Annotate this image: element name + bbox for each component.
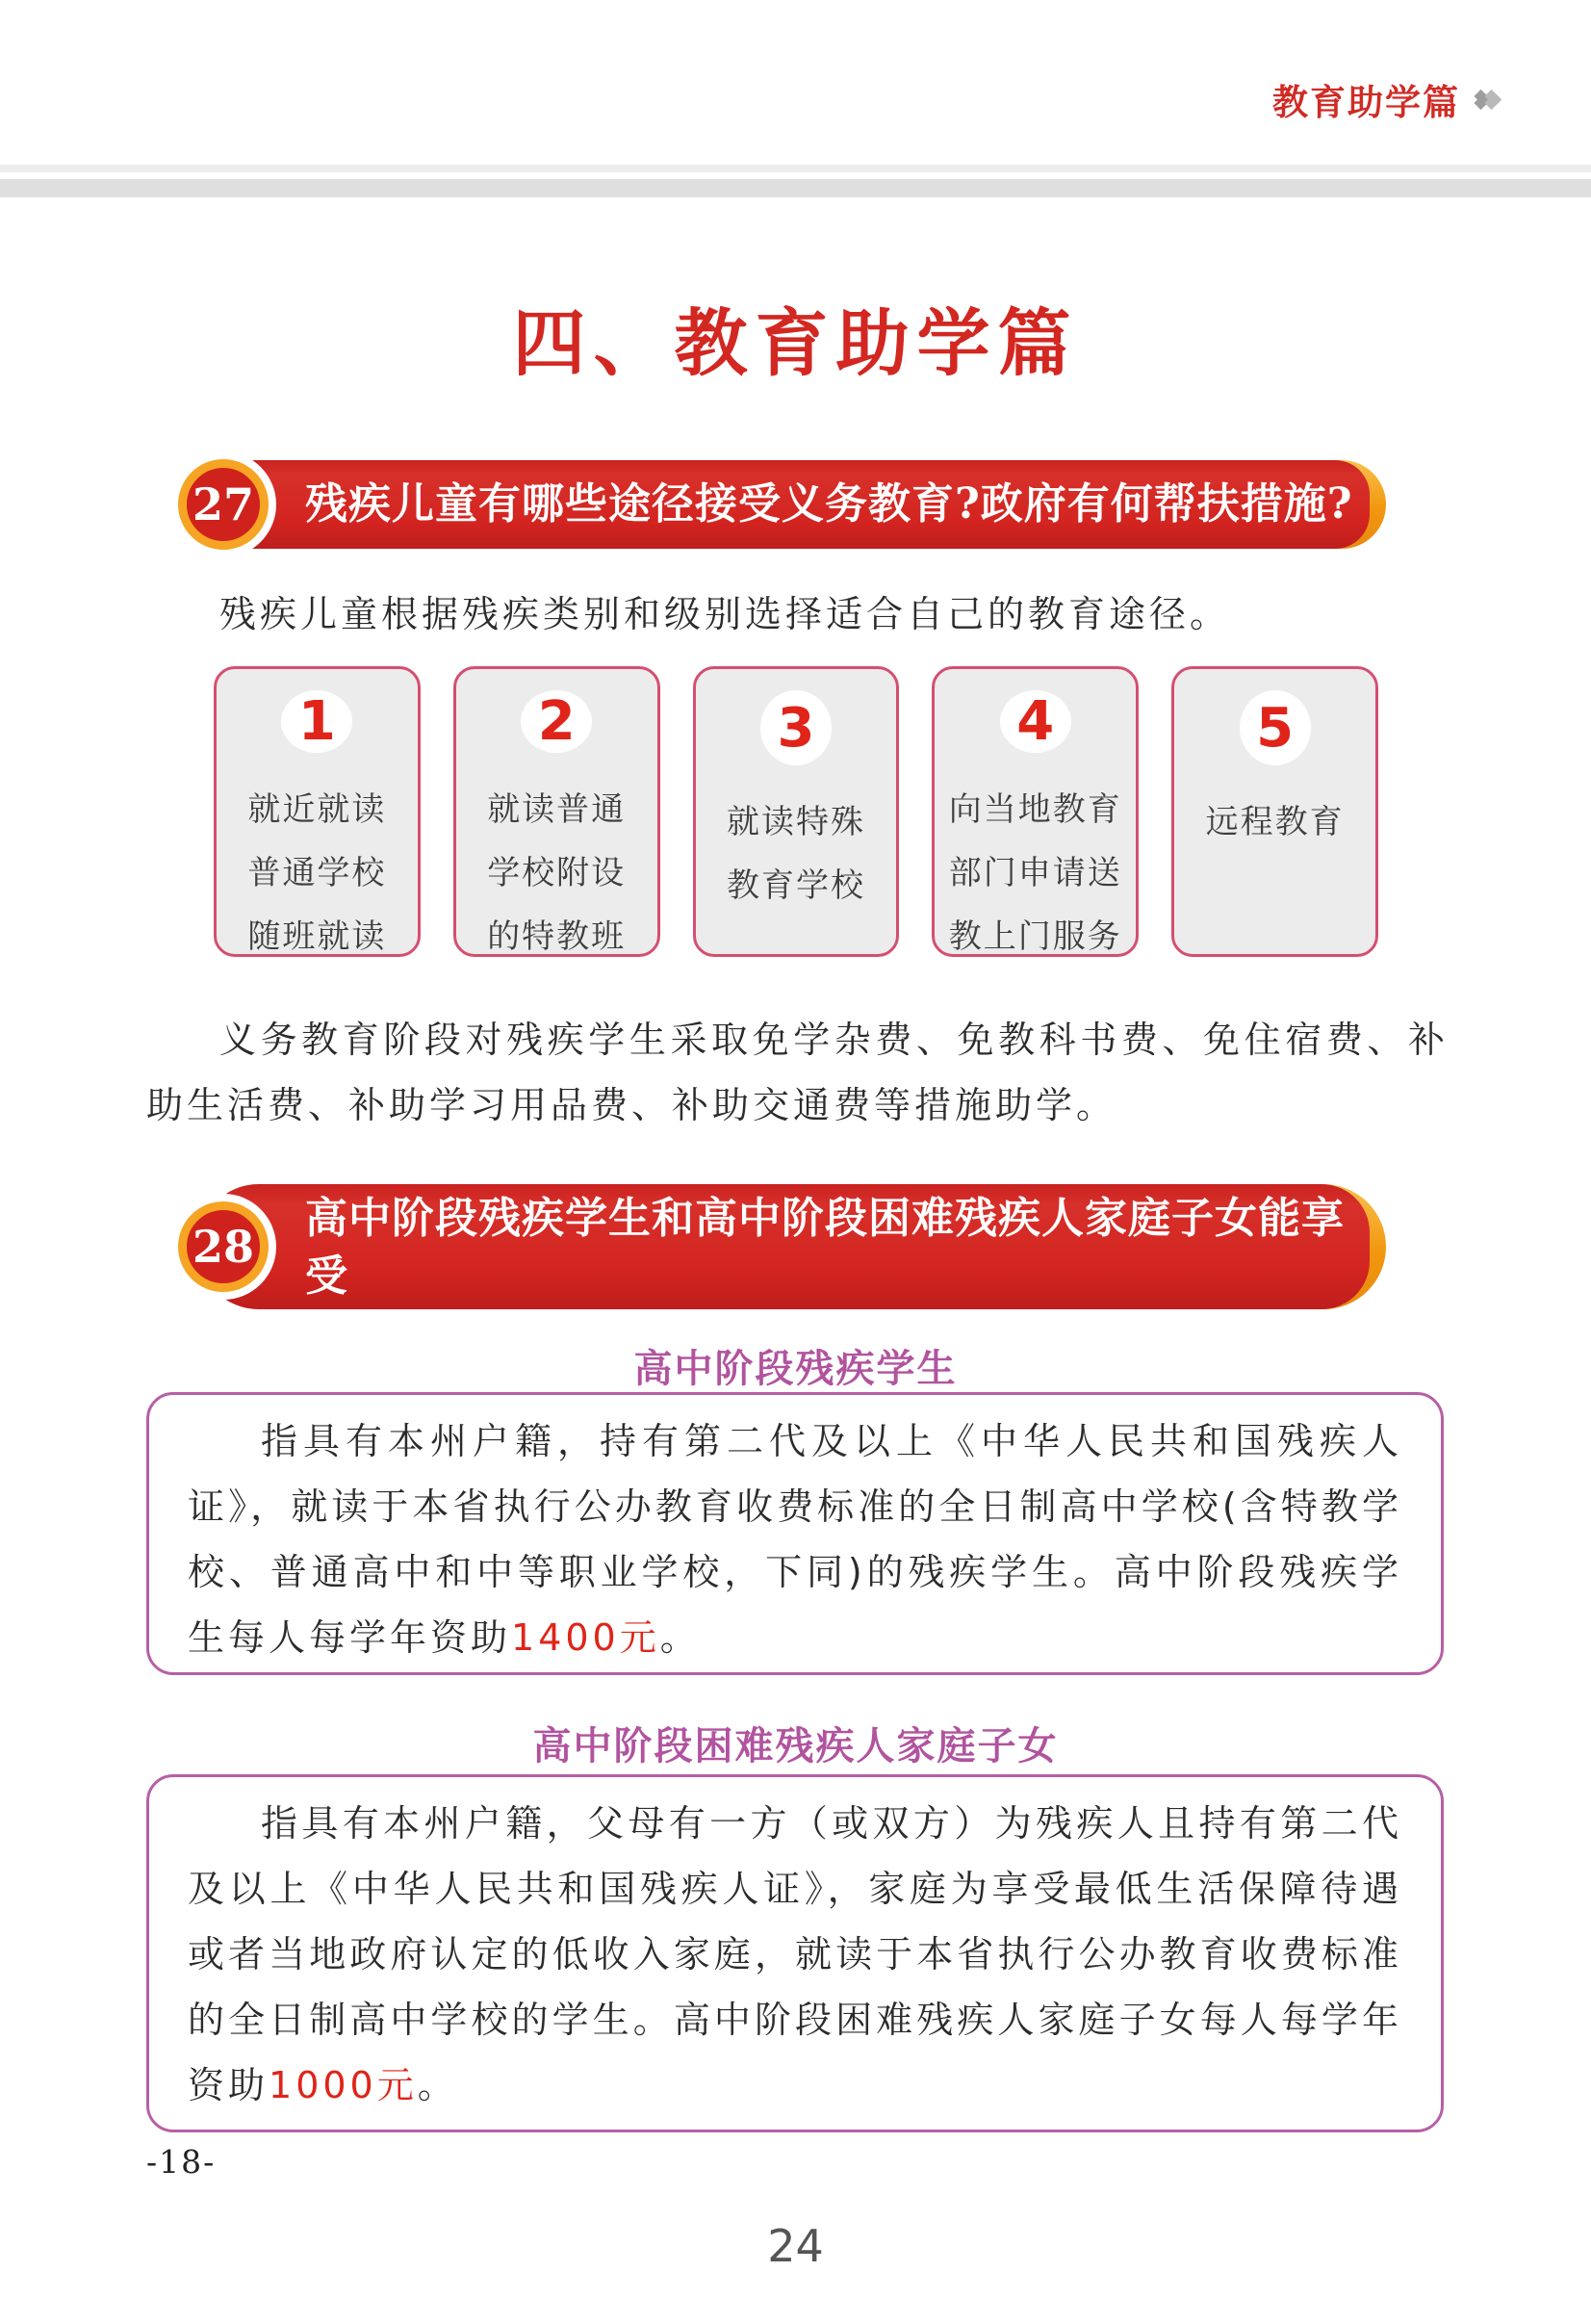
question-28-banner bbox=[192, 1184, 1386, 1358]
info-box-paragraph bbox=[188, 1408, 1402, 1670]
info-box-paragraph bbox=[188, 1791, 1402, 2118]
question-text: 残疾儿童有哪些途径接受义务教育?政府有何帮扶措施? bbox=[305, 479, 1353, 529]
card-text bbox=[727, 790, 865, 917]
pathway-card-3 bbox=[693, 666, 900, 957]
education-pathway-cards bbox=[214, 666, 1378, 957]
card-line: 向当地教育 bbox=[948, 790, 1122, 829]
question-text-line2: 哪些教育资助？如何申报？ bbox=[305, 1309, 825, 1358]
page-number: 24 bbox=[767, 2220, 824, 2272]
card-line: 部门申请送 bbox=[948, 854, 1122, 892]
card-line: 教育学校 bbox=[726, 866, 865, 905]
question-27-banner bbox=[192, 460, 1386, 549]
card-line: 就读特殊 bbox=[726, 803, 865, 841]
pathway-card-1 bbox=[214, 666, 421, 957]
support-note-paragraph: 义务教育阶段对残疾学生采取免学杂费、免教科书费、免住宿费、补助生活费、补助学习用品费、补助交通费等措施助学。 bbox=[146, 1019, 1449, 1126]
card-line: 学校附设 bbox=[487, 854, 627, 892]
pathway-card-5 bbox=[1171, 666, 1378, 957]
card-line: 就近就读 bbox=[247, 790, 387, 829]
question-text-line1: 高中阶段残疾学生和高中阶段困难残疾人家庭子女能享受 bbox=[305, 1194, 1345, 1301]
pathway-card-4 bbox=[932, 666, 1139, 957]
header-divider-band bbox=[0, 179, 1591, 197]
card-text bbox=[1206, 790, 1345, 854]
card-line: 随班就读 bbox=[247, 917, 387, 956]
question-number-badge: 28 bbox=[178, 1201, 269, 1292]
card-number: 3 bbox=[760, 690, 832, 765]
disabled-family-children-info-box bbox=[146, 1774, 1444, 2132]
card-line: 就读普通 bbox=[487, 790, 627, 829]
info-text-end: 。 bbox=[417, 2064, 458, 2106]
header-divider-light bbox=[0, 165, 1591, 172]
subsidy-amount: 1000元 bbox=[269, 2064, 418, 2106]
card-number: 5 bbox=[1240, 690, 1311, 765]
pathway-card-2 bbox=[453, 666, 660, 957]
card-text bbox=[487, 778, 626, 968]
card-number: 2 bbox=[521, 690, 592, 753]
info-text: 指具有本州户籍，父母有一方（或双方）为残疾人且持有第二代及以上《中华人民共和国残疾人证》，家庭为享受最低生活保障待遇或者当地政府认定的低收入家庭，就读于本省执行公办教育收费标准的全日制高中学校的学生。高中阶段困难残疾人家庭子女每人每学年资助 bbox=[188, 1802, 1402, 2106]
card-number: 1 bbox=[281, 690, 352, 753]
subtitle-disabled-family-children: 高中阶段困难残疾人家庭子女 bbox=[532, 1724, 1059, 1769]
disabled-students-info-box bbox=[146, 1392, 1444, 1675]
card-line: 的特教班 bbox=[487, 917, 627, 956]
chapter-title: 四、教育助学篇 bbox=[512, 300, 1079, 386]
card-line: 教上门服务 bbox=[948, 917, 1122, 956]
intro-paragraph: 残疾儿童根据残疾类别和级别选择适合自己的教育途径。 bbox=[219, 593, 1231, 635]
page-header bbox=[1272, 73, 1499, 125]
card-text bbox=[949, 778, 1122, 968]
card-line: 远程教育 bbox=[1205, 803, 1345, 841]
double-chevron-right-icon bbox=[1474, 92, 1499, 107]
question-text bbox=[197, 1184, 1386, 1363]
subtitle-disabled-students: 高中阶段残疾学生 bbox=[633, 1347, 958, 1391]
subsidy-amount: 1400元 bbox=[511, 1616, 660, 1659]
inner-page-number: -18- bbox=[146, 2143, 217, 2181]
card-number: 4 bbox=[1000, 690, 1071, 753]
header-section-title: 教育助学篇 bbox=[1272, 82, 1460, 123]
card-text bbox=[247, 778, 386, 968]
card-line: 普通学校 bbox=[247, 854, 387, 892]
question-number-badge: 27 bbox=[178, 459, 269, 550]
info-text: 指具有本州户籍，持有第二代及以上《中华人民共和国残疾人证》，就读于本省执行公办教育收费标准的全日制高中学校(含特教学校、普通高中和中等职业学校，下同)的残疾学生。高中阶段残疾学生每人每学年资助 bbox=[188, 1420, 1402, 1659]
info-text-end: 。 bbox=[659, 1616, 701, 1659]
